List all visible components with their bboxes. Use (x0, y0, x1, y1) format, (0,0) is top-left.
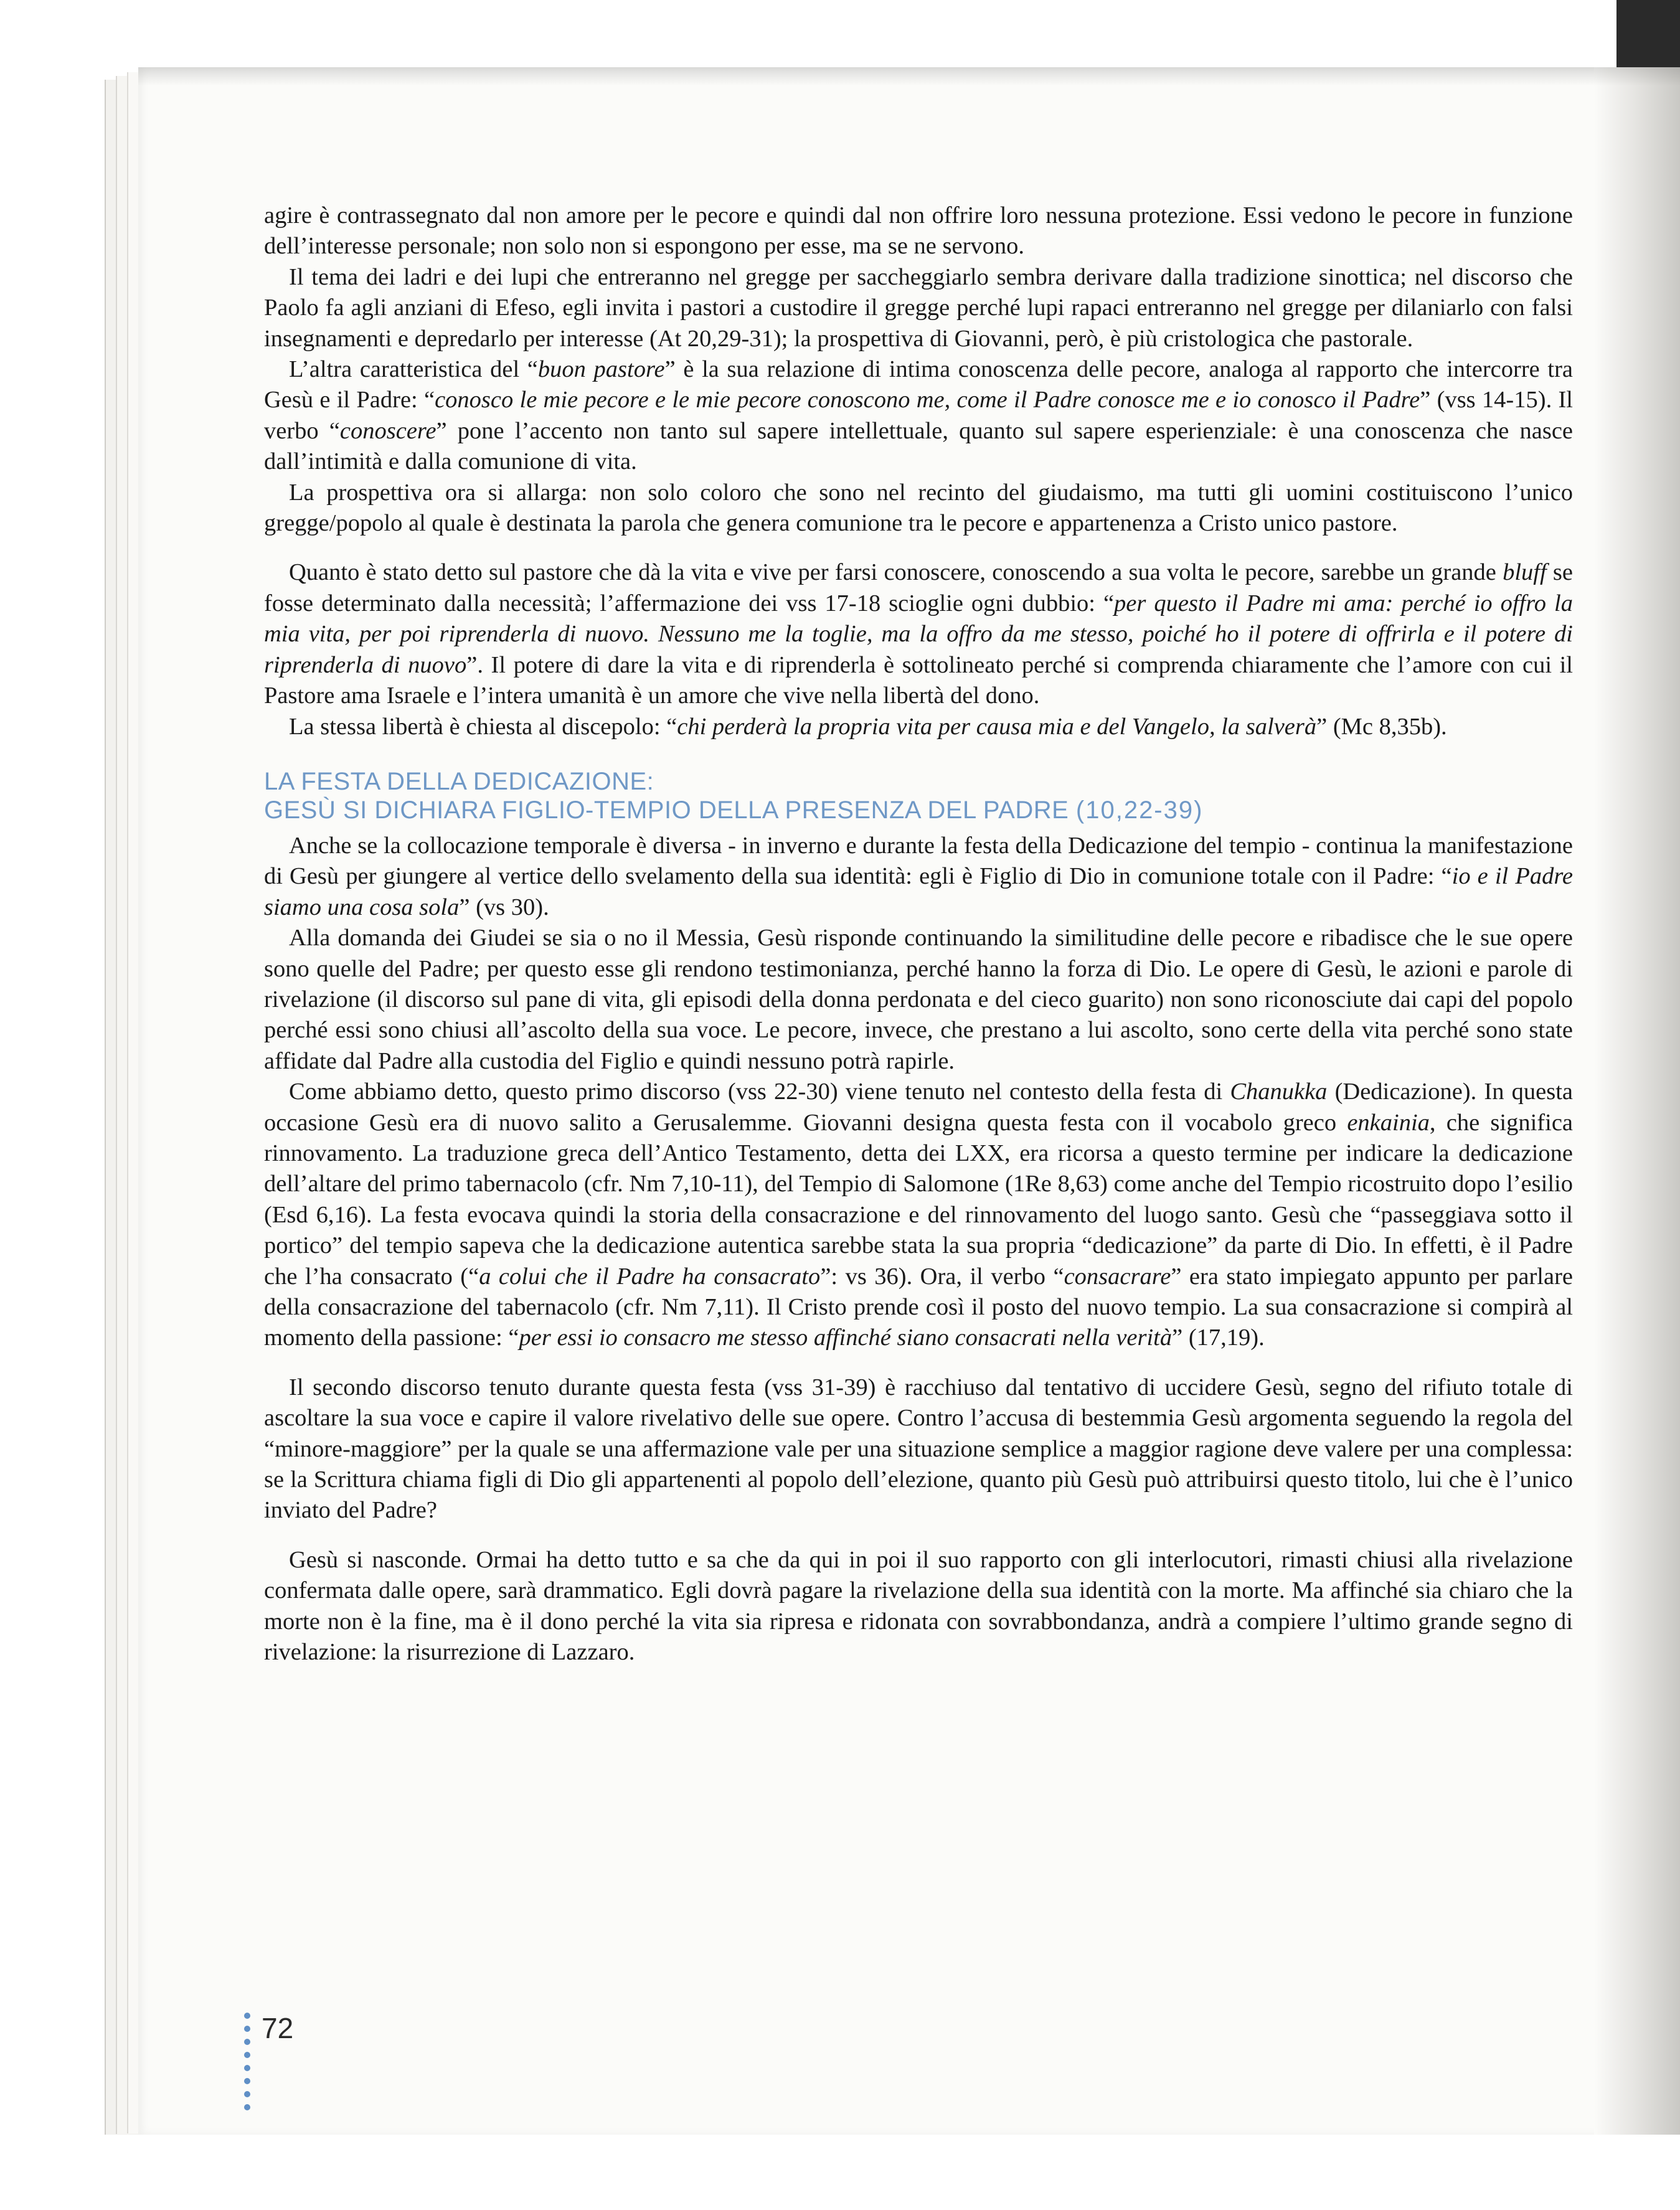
paragraph (264, 923, 1573, 1077)
italic-quote: Chanukka (1230, 1079, 1328, 1105)
text-run: se fosse determinato dalla necessità; l’affermazione dei vss 17-18 scioglie ogni dubbio: “ (264, 559, 1573, 616)
italic-quote: conoscere (339, 417, 437, 444)
page-number-dots-decoration (244, 2013, 252, 2117)
italic-quote: per questo il Padre mi ama: perché io offro la mia vita, per poi riprenderla di nuovo. Nessuno me la toglie, ma la offro da me stesso, poiché ho il potere di offrirla e il potere di riprenderla di nuovo (264, 590, 1573, 678)
italic-quote: consacrare (1064, 1263, 1171, 1290)
section-heading-title: GESÙ SI DICHIARA FIGLIO-TEMPIO DELLA PRESENZA DEL PADRE (264, 796, 1069, 824)
text-run: La stessa libertà è chiesta al discepolo: “ (289, 713, 677, 740)
text-run: Anche se la collocazione temporale è diversa - in inverno e durante la festa della Dedicazione del tempio - continua la manifestazione di Gesù per giungere al vertice dello svelamento della sua identità: egli è Figlio di Dio in comunione totale con il Padre: “ (264, 832, 1573, 890)
paragraphs-before-heading (264, 201, 1573, 742)
text-run: ” pone l’accento non tanto sul sapere intellettuale, quanto sul sapere esperienziale: è una conoscenza che nasce dall’intimità e dalla comunione di vita. (264, 417, 1574, 475)
paragraph (264, 201, 1573, 262)
text-run: Il secondo discorso tenuto durante questa festa (vss 31-39) è racchiuso dal tentativo di uccidere Gesù, segno del rifiuto totale di ascoltare la sua voce e capire il valore rivelativo delle sue opere. Contro l’accusa di bestemmia Gesù argomenta seguendo la regola del “minore-maggiore” per la quale se una affermazione vale per una situazione semplice a maggior ragione deve valere per una complessa: se la Scrittura chiama figli di Dio gli appartenenti al popolo dell’elezione, quanto più Gesù può attribuirsi questo titolo, lui che è l’unico inviato del Padre? (264, 1374, 1573, 1524)
paragraph (264, 712, 1573, 742)
paragraph (264, 1372, 1573, 1526)
page-body-text (264, 201, 1573, 1668)
paragraph (264, 1077, 1573, 1354)
text-run: ”: vs 36). Ora, il verbo “ (820, 1263, 1064, 1290)
text-run: ”. Il potere di dare la vita e di riprenderla è sottolineato perché si comprenda chiaramente che l’amore con cui il Pastore ama Israele e l’intera umanità è un amore che vive nella libertà del dono. (264, 651, 1573, 709)
paragraph (264, 262, 1573, 354)
italic-quote: enkainia (1347, 1109, 1430, 1136)
section-heading (264, 767, 1573, 824)
paragraph (264, 1545, 1573, 1668)
text-run: Alla domanda dei Giudei se sia o no il Messia, Gesù risponde continuando la similitudine delle pecore e ribadisce che le sue opere sono quelle del Padre; per questo esse gli rendono testimonianza, perché hanno la forza di Dio. Le opere di Gesù, le azioni e parole di rivelazione (il discorso sul pane di vita, gli episodi della donna perdonata e del cieco guarito) non sono riconosciute dai capi del popolo perché essi sono chiusi all’ascolto della sua voce. Le pecore, invece, che prestano a lui ascolto, sono certe della vita perché sono state affidate dal Padre alla custodia del Figlio e quindi nessuno potrà rapirle. (264, 925, 1573, 1074)
text-run: , che significa rinnovamento. La traduzione greca dell’Antico Testamento, detta dei LXX, era ricorsa a questo termine per indicare la dedicazione dell’altare del primo tabernacolo (cfr. Nm 7,10-11), del Tempio di Salomone (1Re 8,63) come anche del Tempio ricostruito dopo l’esilio (Esd 6,16). La festa evocava quindi la storia della consacrazione e del rinnovamento del luogo santo. Gesù che “passeggiava sotto il portico” del tempio sapeva che la dedicazione autentica sarebbe stata la sua propria “dedicazione” da parte di Dio. In effetti, è il Padre che l’ha consacrato (“ (264, 1109, 1573, 1290)
text-run: ” (17,19). (1172, 1325, 1265, 1351)
paragraphs-after-heading (264, 831, 1573, 1668)
section-heading-line-2 (264, 796, 1573, 824)
text-run: Gesù si nasconde. Ormai ha detto tutto e sa che da qui in poi il suo rapporto con gli interlocutori, rimasti chiusi alla rivelazione confermata dalle opere, sarà drammatico. Egli dovrà pagare la rivelazione della sua identità con la morte. Ma affinché sia chiaro che la morte non è la fine, ma è il dono perché la vita sia ripresa e ridonata con sovrabbondanza, andrà a compiere l’ultimo grande segno di rivelazione: la risurrezione di Lazzaro. (264, 1546, 1573, 1666)
paragraph (264, 354, 1573, 478)
section-heading-line-1: LA FESTA DELLA DEDICAZIONE: (264, 767, 654, 795)
paragraph (264, 831, 1573, 923)
binding-gutter-shadow (1594, 67, 1680, 2135)
text-run: ” (vss 14-15). Il verbo “ (264, 387, 1573, 444)
text-run: Come abbiamo detto, questo primo discorso (vss 22-30) viene tenuto nel contesto della festa di (289, 1079, 1230, 1105)
italic-quote: a colui che il Padre ha consacrato (479, 1263, 821, 1290)
text-run: ” era stato impiegato appunto per parlare della consacrazione del tabernacolo (cfr. Nm 7,11). Il Cristo prende così il posto del nuovo tempio. La sua consacrazione si compirà al momento della passione: “ (264, 1263, 1573, 1351)
page-number: 72 (262, 2012, 294, 2044)
text-run: Il tema dei ladri e dei lupi che entreranno nel gregge per saccheggiarlo sembra derivare dalla tradizione sinottica; nel discorso che Paolo fa agli anziani di Efeso, egli invita i pastori a custodire il gregge perché lupi rapaci entreranno nel gregge per dilaniarlo con falsi insegnamenti e depredarlo per interesse (At 20,29-31); la prospettiva di Giovanni, però, è più cristologica che pastorale. (264, 263, 1573, 352)
text-run: La prospettiva ora si allarga: non solo coloro che sono nel recinto del giudaismo, ma tutti gli uomini costituiscono l’unico gregge/popolo al quale è destinata la parola che genera comunione tra le pecore e appartenenza a Cristo unico pastore. (264, 479, 1573, 537)
text-run: L’altra caratteristica del “ (289, 356, 538, 383)
text-run: Quanto è stato detto sul pastore che dà la vita e vive per farsi conoscere, conoscendo a sua volta le pecore, sarebbe un grande (289, 559, 1503, 586)
italic-quote: chi perderà la propria vita per causa mia e del Vangelo, la salverà (677, 713, 1317, 740)
section-heading-refs: (10,22-39) (1075, 796, 1204, 824)
text-run: ” è la sua relazione di intima conoscenza delle pecore, analoga al rapporto che intercorre tra Gesù e il Padre: “ (264, 356, 1573, 413)
text-run: ” (Mc 8,35b). (1316, 713, 1447, 740)
paragraph (264, 478, 1573, 539)
italic-quote: conosco le mie pecore e le mie pecore conoscono me, come il Padre conosce me e io conosco il Padre (435, 387, 1420, 413)
text-run: (Dedicazione). In questa occasione Gesù era di nuovo salito a Gerusalemme. Giovanni designa questa festa con il vocabolo greco (264, 1079, 1573, 1136)
text-run: agire è contrassegnato dal non amore per le pecore e quindi dal non offrire loro nessuna protezione. Essi vedono le pecore in funzione dell’interesse personale; non solo non si espongono per esse, ma se ne servono. (264, 202, 1573, 260)
italic-quote: buon pastore (537, 356, 665, 383)
top-edge-shadow (138, 67, 1680, 86)
italic-quote: io e il Padre siamo una cosa sola (264, 863, 1573, 920)
text-run: ” (vs 30). (459, 894, 549, 920)
italic-quote: bluff (1503, 559, 1547, 586)
italic-quote: per essi io consacro me stesso affinché siano consacrati nella verità (519, 1325, 1173, 1351)
paragraph (264, 557, 1573, 711)
